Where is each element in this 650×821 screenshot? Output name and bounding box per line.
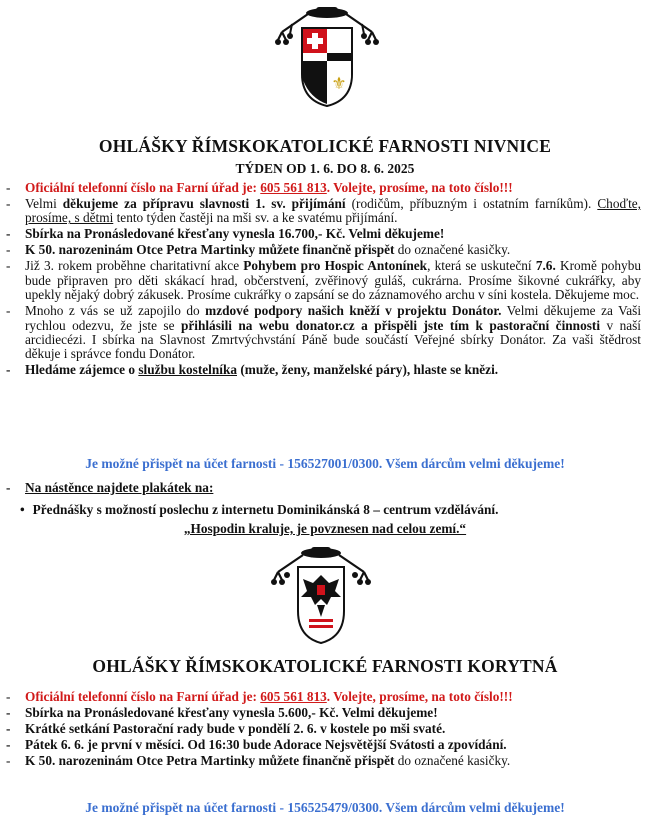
list-item: - Pátek 6. 6. je první v měsíci. Od 16:30 bude Adorace Nejsvětější Svátosti a zpovídání. — [6, 737, 507, 752]
list-item: - Sbírka na Pronásledované křesťany vynesla 16.700,- Kč. Velmi děkujeme! — [6, 226, 445, 242]
page-title: OHLÁŠKY ŘÍMSKOKATOLICKÉ FARNOSTI NIVNICE — [98, 136, 552, 156]
section-title: OHLÁŠKY ŘÍMSKOKATOLICKÉ FARNOSTI KORYTNÁ — [92, 656, 558, 676]
quote: „Hospodin kraluje, je povznesen nad celou zemí.“ — [183, 521, 467, 536]
list-item: - Oficiální telefonní číslo na Farní úřad je: 605 561 813. Volejte, prosíme, na toto číslo!!! — [6, 180, 513, 195]
parish-coat-of-arms-korytna — [265, 545, 377, 645]
donation-note: Je možné přispět na účet farnosti - 156527001/0300. Všem dárcům velmi děkujeme! — [85, 456, 565, 471]
list-item: - Oficiální telefonní číslo na Farní úřad je: 605 561 813. Volejte, prosíme, na toto číslo!!! — [6, 689, 513, 704]
list-item: - Velmi děkujeme za přípravu slavnosti 1. sv. přijímání (rodičům, příbuzným i ostatním farníkům). Choďte, prosíme, s dětmi tento týden častěji na mši sv. a ke svatému přijímání. — [6, 196, 641, 226]
announcement-list-korytna — [0, 690, 650, 770]
list-item: - K 50. narozeninám Otce Petra Martinky můžete finančně přispět do označené kasičky. — [6, 753, 511, 768]
list-item: - Mnoho z vás se už zapojilo do mzdové podpory našich kněží v projektu Donátor. Velmi děkujeme za Vaši rychlou odezvu, že jste se přihlásili na webu donator.cz a přispěli jste tím k pastorační činnosti v naší arcidiecézi. I sbírka na Slavnost Zmrtvýchvstání Páně bude součástí Veřejné sbírky Donátor. Za vaši štědrost děkuje i správce fondu Donátor. — [6, 303, 642, 362]
list-item: - Krátké setkání Pastorační rady bude v pondělí 2. 6. v kostele po mši svaté. — [6, 721, 446, 736]
notice-bullet: Přednášky s možností poslechu z internetu Dominikánská 8 – centrum vzdělávání. — [32, 502, 499, 517]
list-item: - Sbírka na Pronásledované křesťany vynesla 5.600,- Kč. Velmi děkujeme! — [6, 705, 438, 720]
list-item: - K 50. narozeninám Otce Petra Martinky můžete finančně přispět do označené kasičky. — [6, 242, 511, 258]
bullet-dot: • — [20, 502, 25, 517]
week-range: TÝDEN OD 1. 6. DO 8. 6. 2025 — [235, 161, 415, 176]
announcement-list — [0, 181, 650, 379]
list-item: - Na nástěnce najdete plakátek na: — [6, 480, 214, 495]
donation-note: Je možné přispět na účet farnosti - 156525479/0300. Všem dárcům velmi děkujeme! — [85, 800, 565, 815]
notice-board-list — [0, 481, 650, 497]
list-item: - Již 3. rokem proběhne charitativní akce Pohybem pro Hospic Antonínek, která se uskuteční 7.6. Kromě pohybu bude připraven pro děti skákací hrad, občerstvení, zvěřinový guláš, cukrárna. Prosíme šikovné cukrářky, aby upekly nějaký dobrý zákusek. Prosíme cukrářky o zapsání se do záznamového archu v síni kostela. Děkujeme moc. — [6, 258, 641, 303]
notice-sublist — [20, 503, 640, 518]
list-item: - Hledáme zájemce o službu kostelníka (muže, ženy, manželské páry), hlaste se knězi. — [6, 362, 499, 378]
svg-text:⚜: ⚜ — [331, 74, 347, 94]
parish-coat-of-arms-nivnice — [268, 4, 386, 108]
